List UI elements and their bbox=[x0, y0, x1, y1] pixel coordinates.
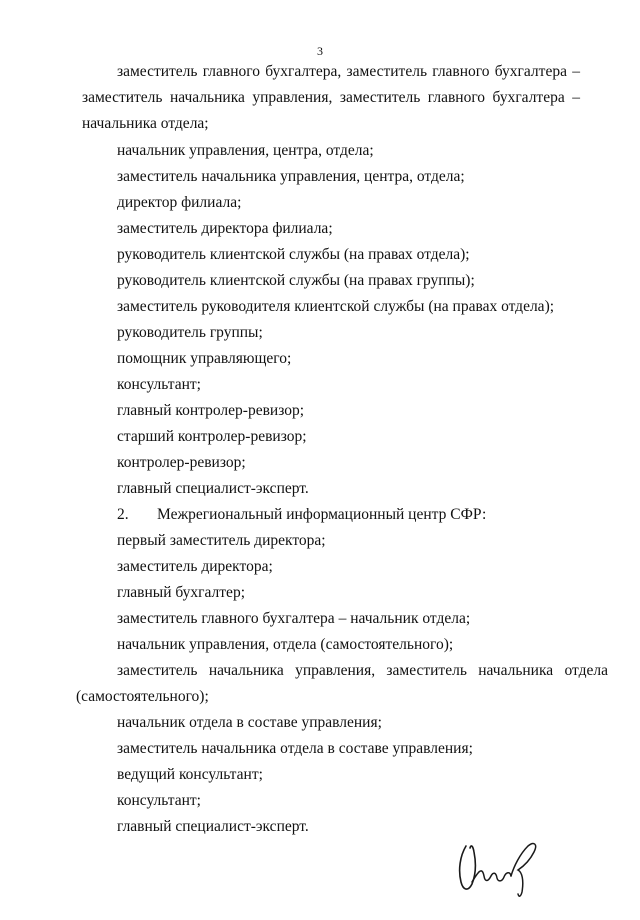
list-item: директор филиала; bbox=[117, 194, 242, 211]
list-item: главный специалист-эксперт. bbox=[117, 480, 309, 497]
list-item: помощник управляющего; bbox=[117, 350, 292, 367]
word: заместитель bbox=[117, 63, 198, 80]
word: заместитель bbox=[346, 63, 428, 80]
paragraph-2-line-1 bbox=[117, 661, 608, 681]
list-item: руководитель клиентской службы (на правах отдела); bbox=[117, 246, 470, 263]
word: управления, bbox=[295, 662, 376, 679]
word: отдела bbox=[564, 662, 608, 679]
list-item: контролер-ревизор; bbox=[117, 454, 246, 471]
word: – bbox=[572, 89, 580, 106]
page-number: 3 bbox=[317, 44, 323, 58]
section-heading bbox=[117, 505, 486, 525]
list-item: главный бухгалтер; bbox=[117, 584, 245, 601]
list-item: консультант; bbox=[117, 376, 201, 393]
list-item: консультант; bbox=[117, 792, 201, 809]
word: бухгалтера bbox=[492, 89, 565, 106]
word: бухгалтера, bbox=[265, 63, 342, 80]
list-item: заместитель начальника отдела в составе управления; bbox=[117, 740, 473, 757]
word: управления, bbox=[252, 89, 333, 106]
list-item: заместитель директора; bbox=[117, 558, 273, 575]
handwritten-signature bbox=[452, 836, 544, 900]
list-item: начальник управления, отдела (самостоятельного); bbox=[117, 636, 454, 653]
list-item: первый заместитель директора; bbox=[117, 532, 326, 549]
word: главного bbox=[427, 89, 486, 106]
word: начальника bbox=[169, 89, 245, 106]
paragraph-2-line-2: (самостоятельного); bbox=[76, 688, 209, 705]
word: заместитель bbox=[82, 89, 163, 106]
list-item: заместитель начальника управления, центра, отдела; bbox=[117, 168, 465, 185]
list-item: главный контролер-ревизор; bbox=[117, 402, 305, 419]
list-item: руководитель клиентской службы (на правах группы); bbox=[117, 272, 475, 289]
section-title: Межрегиональный информационный центр СФР: bbox=[157, 506, 487, 523]
list-item: начальник управления, центра, отдела; bbox=[117, 142, 374, 159]
word: заместитель bbox=[339, 89, 421, 106]
list-item: начальник отдела в составе управления; bbox=[117, 714, 382, 731]
word: начальника bbox=[208, 662, 284, 679]
list-item: старший контролер-ревизор; bbox=[117, 428, 307, 445]
word: бухгалтера bbox=[494, 63, 567, 80]
word: заместитель bbox=[117, 662, 198, 679]
list-item: руководитель группы; bbox=[117, 324, 263, 341]
word: главного bbox=[432, 63, 490, 80]
word: главного bbox=[202, 63, 260, 80]
list-item: главный специалист-эксперт. bbox=[117, 818, 309, 835]
list-item: ведущий консультант; bbox=[117, 766, 263, 783]
list-item: заместитель главного бухгалтера – начальник отдела; bbox=[117, 610, 471, 627]
list-item: заместитель руководителя клиентской службы (на правах отдела); bbox=[117, 298, 555, 315]
paragraph-1-line-2 bbox=[82, 88, 580, 108]
word: заместитель bbox=[386, 662, 467, 679]
word: – bbox=[572, 63, 580, 80]
paragraph-1-line-3: начальника отдела; bbox=[82, 115, 209, 132]
paragraph-1-line-1 bbox=[117, 62, 580, 82]
list-item: заместитель директора филиала; bbox=[117, 220, 333, 237]
section-number: 2. bbox=[117, 506, 129, 523]
word: начальника bbox=[478, 662, 554, 679]
